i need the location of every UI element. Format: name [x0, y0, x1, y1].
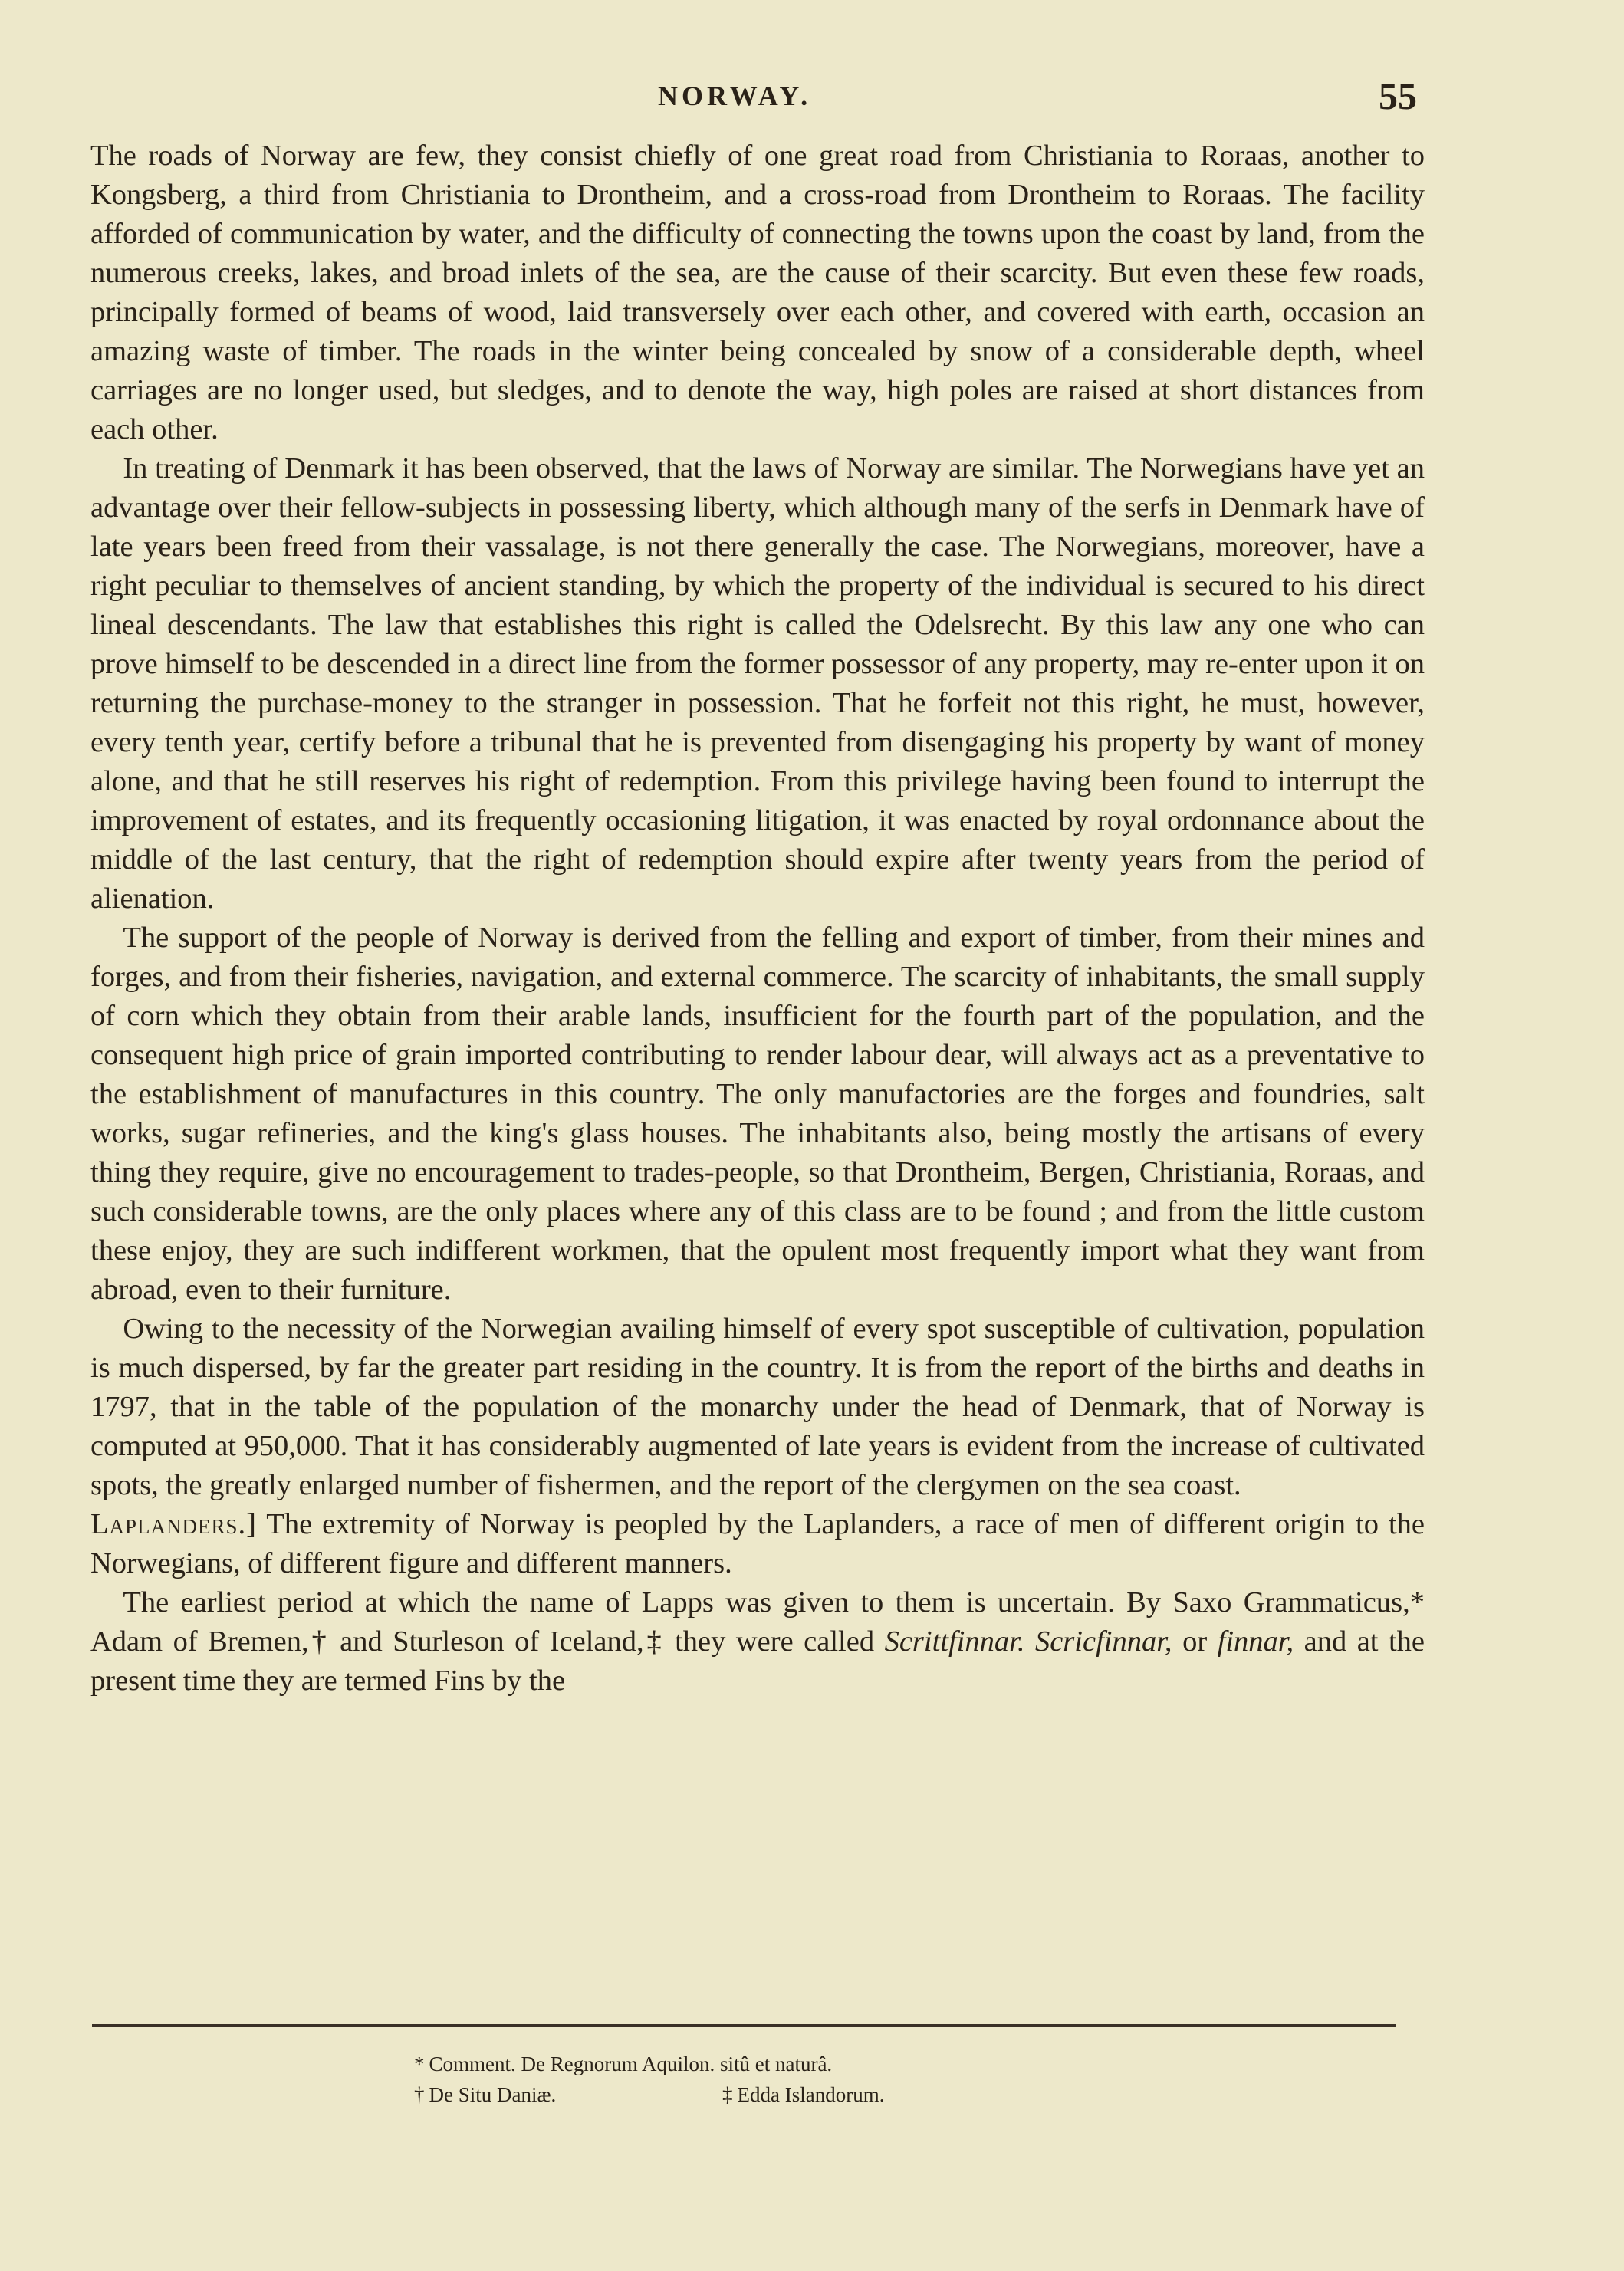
- footnote-3: [722, 2079, 884, 2110]
- running-title: NORWAY.: [658, 81, 812, 111]
- footnote-1: [414, 2049, 832, 2079]
- paragraph-lapps-text-b: or: [1182, 1625, 1208, 1658]
- footnote-3-mark: ‡: [722, 2083, 733, 2106]
- paragraph-support: The support of the people of Norway is derived from the felling and export of timber, from their mines and forges, and from their fisheries, navigation, and external commerce. The scarcity of inhabitants, the small supply of corn which they obtain from their arable lands, insufficient for the fourth part of the population, and the consequent high price of grain imported contributing to render labour dear, will always act as a preventative to the establishment of manufactures in this country. The only manufactories are the forges and foundries, salt works, sugar refineries, and the king's glass houses. The inhabitants also, being mostly the artisans of every thing they require, give no encouragement to trades-people, so that Drontheim, Bergen, Christiania, Roraas, and such considerable towns, are the only places where any of this class are to be found ; and from the little custom these enjoy, they are such indifferent workmen, that the opulent most frequently import what they want from abroad, even to their furniture.: [90, 922, 1425, 1306]
- paragraph-laplanders-text: The extremity of Norway is peopled by the Laplanders, a race of men of different origin to the Norwegians, of different figure and different manners.: [90, 1508, 1425, 1579]
- footnote-2-text: De Situ Daniæ.: [429, 2083, 557, 2106]
- paragraph-laplanders: [90, 1505, 1425, 1583]
- footnote-2: [414, 2079, 556, 2110]
- paragraph-laws: In treating of Denmark it has been observed, that the laws of Norway are similar. The Norwegians have yet an advantage over their fellow-subjects in possessing liberty, which although many of the serfs in Denmark have of late years been freed from their vassalage, is not there generally the case. The Norwegians, moreover, have a right peculiar to themselves of ancient standing, by which the property of the individual is secured to his direct lineal descendants. The law that establishes this right is called the Odelsrecht. By this law any one who can prove himself to be descended in a direct line from the former possessor of any property, may re-enter upon it on returning the purchase-money to the stranger in possession. That he forfeit not this right, he must, however, every tenth year, certify before a tribunal that he is prevented from disengaging his property by want of money alone, and that he still reserves his right of redemption. From this privilege having been found to interrupt the improvement of estates, and its frequently occasioning litigation, it was enacted by royal ordonnance about the middle of the last century, that the right of redemption should expire after twenty years from the period of alienation.: [90, 452, 1425, 915]
- paragraph-lapps-text-c: and at the present time they are termed Fins by the: [90, 1625, 1425, 1697]
- running-head: [0, 74, 1624, 118]
- paragraph-lapps-name: [90, 1583, 1425, 1701]
- footnote-3-text: Edda Islandorum.: [737, 2083, 885, 2106]
- paragraph-lapps-text-a: The earliest period at which the name of Lapps was given to them is uncertain. By Saxo Grammaticus,* Adam of Bremen,† and Sturleson of Iceland,‡ they were called: [90, 1586, 1425, 1658]
- footnote-2-mark: †: [414, 2083, 425, 2106]
- side-heading-laplanders: Laplanders.]: [90, 1508, 257, 1540]
- footnote-rule: [92, 2024, 1396, 2027]
- italic-finnar: finnar,: [1217, 1625, 1294, 1658]
- paragraph-roads: The roads of Norway are few, they consist chiefly of one great road from Christiania to Roraas, another to Kongsberg, a third from Christiania to Drontheim, and a cross-road from Drontheim to Roraas. The facility afforded of communication by water, and the difficulty of connecting the towns upon the coast by land, from the numerous creeks, lakes, and broad inlets of the sea, are the cause of their scarcity. But even these few roads, principally formed of beams of wood, laid transversely over each other, and covered with earth, occasion an amazing waste of timber. The roads in the winter being concealed by snow of a considerable depth, wheel carriages are no longer used, but sledges, and to denote the way, high poles are raised at short distances from each other.: [90, 140, 1425, 445]
- footnote-1-text: Comment. De Regnorum Aquilon. sitû et naturâ.: [429, 2052, 833, 2075]
- paragraph-population: Owing to the necessity of the Norwegian availing himself of every spot susceptible of cultivation, population is much dispersed, by far the greater part residing in the country. It is from the report of the births and deaths in 1797, that in the table of the population of the monarchy under the head of Denmark, that of Norway is computed at 950,000. That it has considerably augmented of late years is evident from the increase of cultivated spots, the greatly enlarged number of fishermen, and the report of the clergymen on the sea coast.: [90, 1313, 1425, 1501]
- italic-scrittfinnar: Scrittfinnar. Scricfinnar,: [884, 1625, 1172, 1658]
- body-text: [90, 136, 1425, 1701]
- footnote-1-mark: *: [414, 2052, 425, 2075]
- page-number: 55: [1379, 74, 1417, 117]
